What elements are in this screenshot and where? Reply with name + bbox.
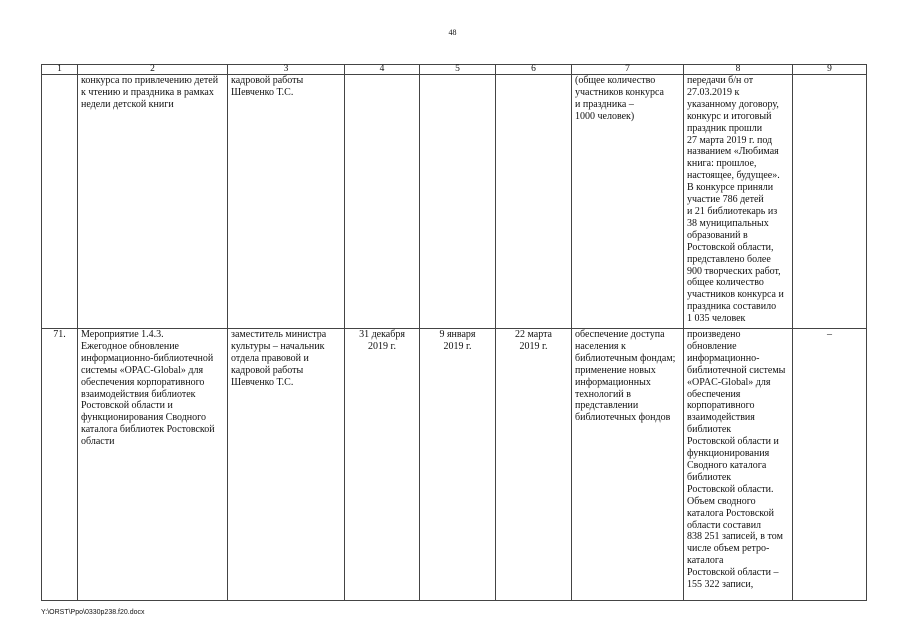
cell-text-line: Шевченко Т.С. <box>231 376 294 388</box>
cell-text-line: Объем сводного <box>687 495 756 507</box>
cell-text-line: 9 января <box>439 329 476 340</box>
page-number: 48 <box>448 28 457 37</box>
cell-text-line: заместитель министра <box>231 329 327 340</box>
cell-text-line: культуры – начальник <box>231 340 325 352</box>
report-table <box>41 64 867 601</box>
cell-text-line: кадровой работы <box>231 75 304 86</box>
cell-text-line: Мероприятие 1.4.3. <box>81 329 164 340</box>
actual-result-cell <box>684 329 793 601</box>
cell-text-line: 27.03.2019 к <box>687 86 740 98</box>
cell-text-line: населения к <box>575 340 626 352</box>
cell-text-line: функционирования Сводного <box>81 412 207 424</box>
cell-text-line: отдела правовой и <box>231 352 309 364</box>
deadline-cell <box>345 329 420 601</box>
end-date-cell <box>496 329 572 601</box>
column-number: 3 <box>228 65 345 75</box>
cell-text-line: 2019 г. <box>368 340 396 352</box>
column-number: 4 <box>345 65 420 75</box>
cell-text-line: (общее количество <box>575 75 656 86</box>
cell-text-line: 31 декабря <box>359 329 405 340</box>
row-number-cell <box>42 75 78 329</box>
cell-text-line: указанному договору, <box>687 98 779 110</box>
cell-text-line: представлено более <box>687 253 771 265</box>
cell-text-line: взаимодействия библиотек <box>81 388 196 400</box>
cell-text-line: представлении <box>575 400 639 412</box>
cell-text-line: конкурса по привлечению детей <box>81 75 219 86</box>
cell-text-line: информационных <box>575 376 651 388</box>
cell-text-line: 838 251 записей, в том <box>687 531 783 543</box>
row-number-cell: 71. <box>42 329 78 601</box>
planned-result-cell <box>572 75 684 329</box>
cell-text-line: каталога Ростовской <box>687 507 774 519</box>
cell-text-line: названием «Любимая <box>687 146 779 158</box>
cell-text-line: 38 муниципальных <box>687 217 769 229</box>
column-number: 8 <box>684 65 793 75</box>
cell-text-line: образований в <box>687 229 748 241</box>
cell-text-line: произведено <box>687 329 741 340</box>
cell-text-line: системы «OPAC-Global» для <box>81 364 204 376</box>
cell-text-line: передачи б/н от <box>687 75 754 86</box>
cell-text-line: каталога библиотек Ростовской <box>81 424 215 436</box>
cell-text-line: участников конкурса <box>575 86 664 98</box>
cell-text-line: участников конкурса и <box>687 289 784 301</box>
start-date-cell <box>420 329 496 601</box>
cell-text-line: недели детской книги <box>81 98 174 110</box>
cell-text-line: обеспечения корпоративного <box>81 376 205 388</box>
cell-text-line: обеспечения <box>687 388 741 400</box>
cell-text-line: информационно-библиотечной <box>81 352 214 364</box>
cell-text-line: взаимодействия <box>687 412 755 424</box>
cell-text-line: Ростовской области. <box>687 483 774 495</box>
cell-text-line: 2019 г. <box>443 340 472 352</box>
note-cell <box>793 75 867 329</box>
cell-text-line: «OPAC-Global» для <box>687 376 771 388</box>
cell-text-line: Шевченко Т.С. <box>231 86 294 98</box>
cell-text-line: к чтению и праздника в рамках <box>81 86 214 98</box>
cell-text-line: технологий в <box>575 388 631 400</box>
cell-text-line: и 21 библиотекарь из <box>687 205 778 217</box>
cell-text-line: числе объем ретро- <box>687 543 770 555</box>
column-number: 6 <box>496 65 572 75</box>
cell-text-line: области <box>81 436 115 448</box>
cell-text-line: 900 творческих работ, <box>687 265 781 277</box>
responsible-cell <box>228 75 345 329</box>
planned-result-cell <box>572 329 684 601</box>
column-number: 7 <box>572 65 684 75</box>
cell-text-line: настоящее, будущее». <box>687 170 780 182</box>
event-cell <box>78 75 228 329</box>
cell-text-line: 22 марта <box>515 329 552 340</box>
column-number: 5 <box>420 65 496 75</box>
cell-text-line: области составил <box>687 519 762 531</box>
cell-text-line: Ростовской области и <box>81 400 173 412</box>
cell-text-line: обеспечение доступа <box>575 329 665 340</box>
cell-text-line: Ростовской области – <box>687 567 779 579</box>
note-cell: – <box>793 329 867 601</box>
column-number: 1 <box>42 65 78 75</box>
cell-text-line: 155 322 записи, <box>687 579 754 591</box>
cell-text-line: праздник прошли <box>687 122 763 134</box>
cell-text-line: Сводного каталога <box>687 459 767 471</box>
cell-text-line: книга: прошлое, <box>687 158 757 170</box>
cell-text-line: библиотек <box>687 471 732 483</box>
column-number-row <box>42 65 867 75</box>
cell-text-line: библиотек <box>687 424 732 436</box>
responsible-cell <box>228 329 345 601</box>
cell-text-line: и праздника – <box>575 98 634 110</box>
column-number: 9 <box>793 65 867 75</box>
actual-result-cell <box>684 75 793 329</box>
cell-text-line: 27 марта 2019 г. под <box>687 134 773 146</box>
cell-text-line: кадровой работы <box>231 364 304 376</box>
cell-text-line: функционирования <box>687 448 770 460</box>
cell-text-line: применение новых <box>575 364 656 376</box>
cell-text-line: корпоративного <box>687 400 755 412</box>
file-path-footer: Y:\ORST\Ppo\0330p238.f20.docx <box>41 609 145 616</box>
cell-text-line: 1000 человек) <box>575 110 635 122</box>
cell-text-line: библиотечной системы <box>687 364 786 376</box>
cell-text-line: конкурс и итоговый <box>687 110 772 122</box>
cell-text-line: каталога <box>687 555 724 567</box>
column-number: 2 <box>78 65 228 75</box>
table-row <box>42 75 867 329</box>
cell-text-line: информационно- <box>687 352 760 364</box>
cell-text-line: Ежегодное обновление <box>81 340 179 352</box>
cell-text-line: праздника составило <box>687 301 777 313</box>
cell-text-line: участие 786 детей <box>687 194 764 206</box>
cell-text-line: 2019 г. <box>519 340 548 352</box>
cell-text-line: библиотечным фондам; <box>575 352 676 364</box>
event-cell <box>78 329 228 601</box>
table-row <box>42 329 867 601</box>
start-date-cell <box>420 75 496 329</box>
cell-text-line: общее количество <box>687 277 764 289</box>
cell-text-line: библиотечных фондов <box>575 412 671 424</box>
deadline-cell <box>345 75 420 329</box>
cell-text-line: Ростовской области, <box>687 241 774 253</box>
cell-text-line: 1 035 человек <box>687 313 746 325</box>
cell-text-line: Ростовской области и <box>687 436 779 448</box>
end-date-cell <box>496 75 572 329</box>
cell-text-line: обновление <box>687 340 737 352</box>
cell-text-line: В конкурсе приняли <box>687 182 774 194</box>
